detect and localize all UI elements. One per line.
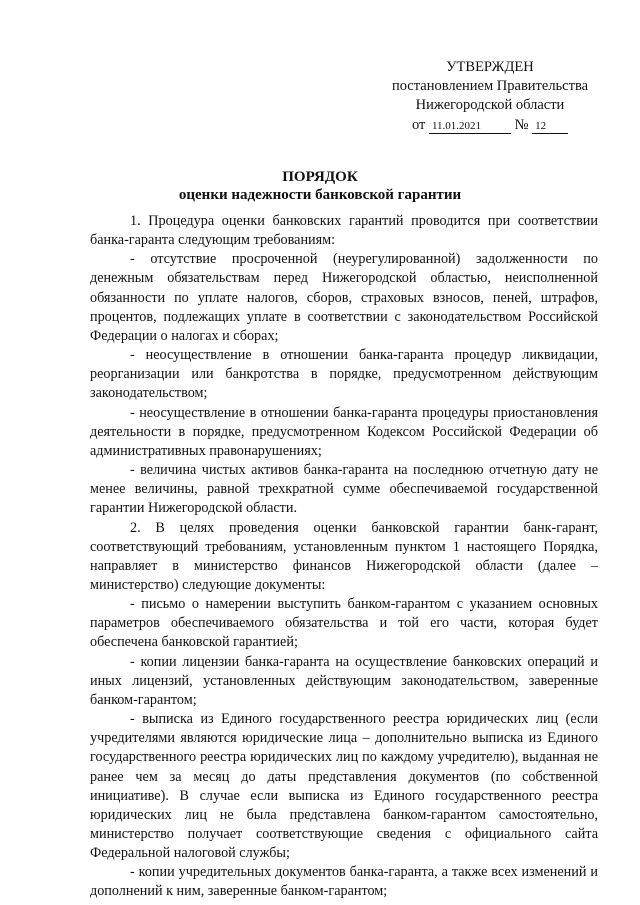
approval-stamp [380, 58, 600, 135]
approval-heading: УТВЕРЖДЕН [446, 59, 534, 75]
paragraph: - неосуществление в отношении банка-гаранта процедур ликвидации, реорганизации или банкротства в порядке, предусмотренном действующим законодательством; [90, 347, 598, 402]
paragraph: - копии лицензии банка-гаранта на осуществление банковских операций и иных лицензий, установленных действующим законодательством, заверенные банком-гарантом; [90, 653, 598, 708]
paragraph: - неосуществление в отношении банка-гаранта процедуры приостановления деятельности в порядке, предусмотренном Кодексом Российской Федерации об административных правонарушениях; [90, 404, 598, 459]
paragraph: - отсутствие просроченной (неурегулированной) задолженности по денежным обязательствам перед Нижегородской областью, неисполненной обязанности по уплате налогов, сборов, страховых взносов, пеней, штрафов, процентов, подлежащих уплате в соответствии с законодательством Российской Федерации о налогах и сборах; [90, 251, 598, 344]
paragraph: - выписка из Единого государственного реестра юридических лиц (если учредителями являются юридические лица – дополнительно выписка из Единого государственного реестра юридических лиц по каждому учредителю), выданная не ранее чем за месяц до даты представления документов (по собственной инициативе). В случае если выписка из Единого государственного реестра юридических лиц не была представлена банком-гарантом самостоятельно, министерство получает соответствующие сведения с официального сайта Федеральной налоговой службы; [90, 711, 598, 862]
document-subtitle: оценки надежности банковской гарантии [178, 187, 462, 203]
approval-date-line [380, 116, 600, 135]
approval-number: 12 [532, 120, 568, 134]
number-sign: № [514, 117, 529, 133]
paragraph: - копии учредительных документов банка-гаранта, а также всех изменений и дополнений к ним, заверенные банком-гарантом; [90, 864, 598, 900]
paragraph: - величина чистых активов банка-гаранта на последнюю отчетную дату не менее величины, равной трехкратной сумме обеспечиваемой государственной гарантии Нижегородской области. [90, 462, 598, 517]
document-body [90, 212, 598, 902]
approval-date: 11.01.2021 [429, 120, 511, 134]
date-prefix: от [411, 117, 426, 133]
paragraph: - письмо о намерении выступить банком-гарантом с указанием основных параметров обеспечиваемого обязательства и той его части, которая будет обеспечена банковской гарантией; [90, 596, 598, 651]
paragraph: 2. В целях проведения оценки банковской гарантии банк-гарант, соответствующий требованиям, установленным пунктом 1 настоящего Порядка, направляет в министерство финансов Нижегородской области (далее – министерство) следующие документы: [90, 519, 598, 593]
document-title: ПОРЯДОК [282, 169, 358, 185]
approval-issuer-line: постановлением Правительства [391, 78, 589, 94]
paragraph: 1. Процедура оценки банковских гарантий проводится при соответствии банка-гаранта следующим требованиям: [90, 213, 598, 249]
approval-region-line: Нижегородской области [415, 97, 565, 113]
